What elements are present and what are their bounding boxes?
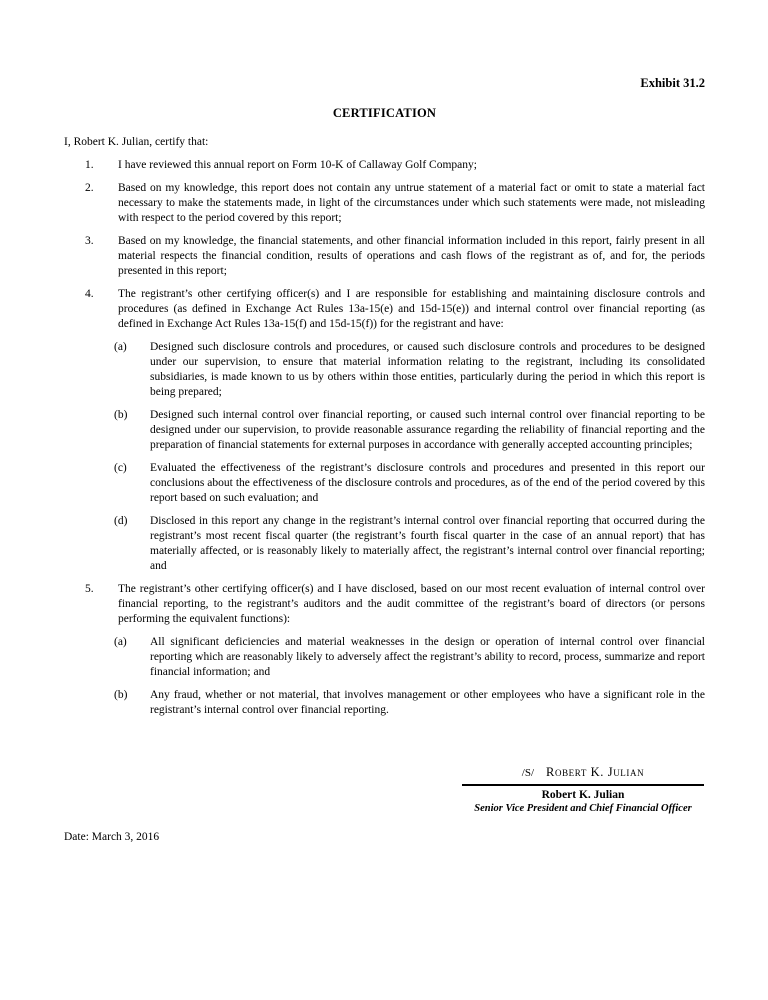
list-subitem-letter: (d) — [114, 515, 128, 527]
list-item-main — [85, 234, 705, 279]
list-subitem-letter: (b) — [114, 409, 128, 421]
signature-conformed-line — [462, 765, 704, 783]
list-item — [64, 287, 705, 574]
signatory-title: Senior Vice President and Chief Financial Officer — [474, 803, 692, 814]
list-subitem — [114, 340, 705, 400]
signature-rule — [462, 784, 704, 786]
signature-block — [462, 765, 704, 815]
list-item-main — [85, 287, 705, 332]
intro-line: I, Robert K. Julian, certify that: — [64, 136, 209, 148]
list-item-text: Based on my knowledge, this report does not contain any untrue statement of a material fact or omit to state a material fact necessary to make the statements made, in light of the circumstances under which such statements were made, not misleading with respect to the period covered by this report; — [118, 182, 705, 224]
date-line: Date: March 3, 2016 — [64, 831, 160, 843]
list-item-main — [85, 158, 705, 173]
list-subitem-letter: (a) — [114, 636, 127, 648]
list-subitem-text: Any fraud, whether or not material, that involves management or other employees who have a significant role in the registrant’s internal control over financial reporting. — [150, 689, 705, 716]
list-item-number: 4. — [85, 288, 94, 300]
list-item — [64, 582, 705, 718]
list-item-text: I have reviewed this annual report on Form 10-K of Callaway Golf Company; — [118, 159, 477, 171]
signature-name-smallcaps: Robert K. Julian — [546, 765, 645, 779]
list-item-text: Based on my knowledge, the financial statements, and other financial information included in this report, fairly present in all material respects the financial condition, results of operations and cash flows of the registrant as of, and for, the periods presented in this report; — [118, 235, 705, 277]
list-item-number: 3. — [85, 235, 94, 247]
page-title: CERTIFICATION — [332, 106, 437, 120]
list-subitem-text: Designed such internal control over financial reporting, or caused such internal control over financial reporting to be designed under our supervision, to provide reasonable assurance regarding the reliability of financial reporting and the preparation of financial statements for external purposes in accordance with generally accepted accounting principles; — [150, 409, 705, 451]
list-item — [64, 158, 705, 173]
list-subitem-text: Disclosed in this report any change in the registrant’s internal control over financial reporting that occurred during the registrant’s most recent fiscal quarter (the registrant’s fourth fiscal quarter in the case of an annual report) that has materially affected, or is reasonably likely to materially affect, the registrant’s internal control over financial reporting; and — [150, 515, 705, 572]
list-subitem — [114, 408, 705, 453]
list-subitem-letter: (a) — [114, 341, 127, 353]
list-item-text: The registrant’s other certifying officer(s) and I have disclosed, based on our most recent evaluation of internal control over financial reporting, to the registrant’s auditors and the audit committee of the registrant’s board of directors (or persons performing the equivalent functions): — [118, 583, 705, 625]
list-item-main — [85, 582, 705, 627]
list-subitem — [114, 635, 705, 680]
list-item-main — [85, 181, 705, 226]
exhibit-label: Exhibit 31.2 — [640, 76, 705, 90]
list-item-number: 5. — [85, 583, 94, 595]
list-item — [64, 181, 705, 226]
signatory-name: Robert K. Julian — [541, 789, 625, 801]
list-subitem — [114, 514, 705, 574]
list-subitem-text: Evaluated the effectiveness of the registrant’s disclosure controls and procedures and presented in this report our conclusions about the effectiveness of the disclosure controls and procedures, as of the end of the period covered by this report based on such evaluation; and — [150, 462, 705, 504]
list-subitem-letter: (b) — [114, 689, 128, 701]
list-item-text: The registrant’s other certifying officer(s) and I are responsible for establishing and maintaining disclosure controls and procedures (as defined in Exchange Act Rules 13a-15(e) and 15d-15(e)) and internal control over financial reporting (as defined in Exchange Act Rules 13a-15(f) and 15d-15(f)) for the registrant and have: — [118, 288, 705, 330]
list-subitem-text: Designed such disclosure controls and procedures, or caused such disclosure controls and procedures to be designed under our supervision, to ensure that material information relating to the registrant, including its consolidated subsidiaries, is made known to us by others within those entities, particularly during the period in which this report is being prepared; — [150, 341, 705, 398]
list-subitem — [114, 688, 705, 718]
list-subitem — [114, 461, 705, 506]
list-item-number: 2. — [85, 182, 94, 194]
list-item — [64, 234, 705, 279]
list-subitem-text: All significant deficiencies and material weaknesses in the design or operation of internal control over financial reporting which are reasonably likely to adversely affect the registrant’s ability to record, process, summarize and report financial information; and — [150, 636, 705, 678]
signature-slash: /S/ — [521, 767, 535, 779]
list-item-number: 1. — [85, 159, 94, 171]
list-subitem-letter: (c) — [114, 462, 127, 474]
certification-list — [64, 158, 705, 718]
